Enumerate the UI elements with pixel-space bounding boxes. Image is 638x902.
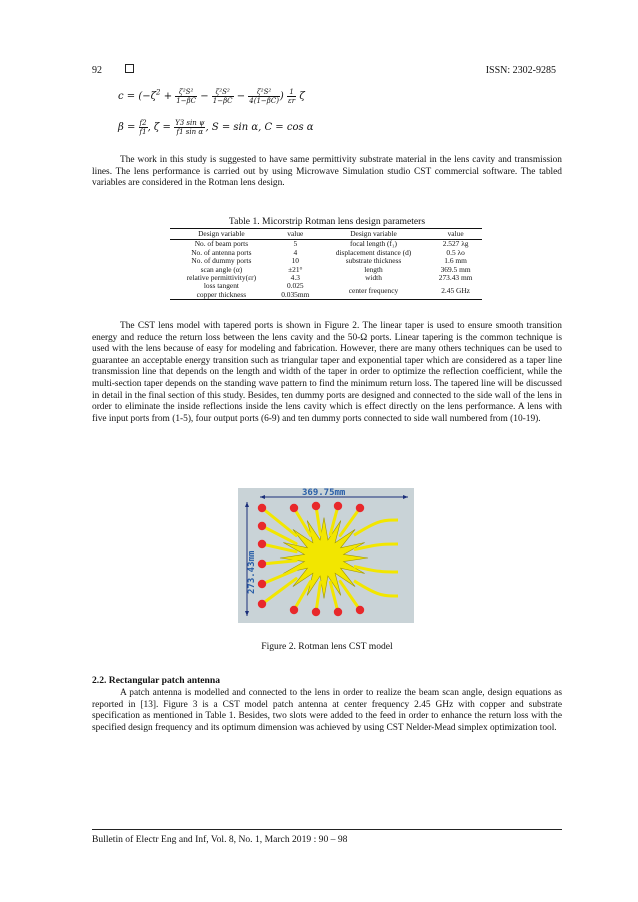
table-cell: substrate thickness xyxy=(345,256,402,266)
port-dot xyxy=(290,504,298,512)
table-cell: 2.45 GHz xyxy=(429,282,482,299)
table-cell: focal length (f₁) xyxy=(350,239,397,249)
table-cell: 273.43 mm xyxy=(438,273,473,283)
paragraph-cst-model: The CST lens model with tapered ports is shown in Figure 2. The linear taper is used to ensure smooth transition energy and reduce the return loss between the lens cavity and the 50-Ω ports. Linear tapering is the common technique is used with the lens because of easy for modeling and fabrication. However, there are many others techniques can be used to guarantee an acceptable energy transition such as triangular taper and exponential taper which are considered as a taper line transmission line that depends on the length and width of the taper in order to optimize the reflection coefficient, while the multi-section taper depends on the standing wave pattern to find the minimum return loss. The tapered line will be discussed in detail in the final section of this study. Besides, ten dummy ports are designed and connected to the side wall of the lens in order to eliminate the inside reflections inside the lens cavity which is effect directly on the lens performance. A lens with five input ports from (1-5), four output ports (6-9) and ten dummy ports connected to side wall numbered from (10-19). xyxy=(92,321,562,424)
parameters-table xyxy=(170,228,482,300)
equation-beta: β = $\frac{f2}{f1}$ , ζ = $\frac{\text{Y3 sin ψ}}{\text{f1 sin α}}$ , S = sin α, C = cos α xyxy=(118,119,314,136)
table-cell: relative permittivity(εr) xyxy=(186,273,257,283)
length-dimension-label: 369.75mm xyxy=(302,488,346,498)
table-cell: length xyxy=(364,264,383,274)
port-dot xyxy=(312,608,320,616)
arrow-head-icon xyxy=(260,495,265,499)
table-cell: 369.5 mm xyxy=(440,264,471,274)
table-cell: 4 xyxy=(293,247,298,257)
port-dot xyxy=(258,580,266,588)
table-cell: width xyxy=(365,273,382,283)
port-dot xyxy=(334,608,342,616)
table-header: value xyxy=(429,229,482,240)
section-title: 2.2. Rectangular patch antenna xyxy=(92,675,221,686)
issn-label: ISSN: 2302-9285 xyxy=(485,65,556,76)
port-dot xyxy=(258,600,266,608)
table-cell: 10 xyxy=(291,256,299,266)
table-cell: center frequency xyxy=(318,282,429,299)
table-caption: Table 1. Micorstrip Rotman lens design parameters xyxy=(228,216,426,227)
table-header: Design variable xyxy=(170,229,273,240)
footer-rule xyxy=(92,829,562,830)
port-dot xyxy=(312,502,320,510)
rotman-lens-figure xyxy=(238,488,414,623)
arrow-head-icon xyxy=(403,495,408,499)
table-cell: loss tangent copper thickness xyxy=(170,282,273,299)
table-header: value xyxy=(273,229,318,240)
table-cell: 0.5 λo xyxy=(446,247,465,257)
table-row xyxy=(170,282,482,299)
port-dot xyxy=(258,540,266,548)
port-dot xyxy=(290,606,298,614)
arrow-head-icon xyxy=(245,611,249,616)
table-cell: displacement distance (d) xyxy=(335,247,412,257)
table-header-row xyxy=(170,229,482,240)
table-cell: No. of dummy ports xyxy=(191,256,252,266)
rotman-lens-diagram xyxy=(238,488,414,623)
header-square-icon xyxy=(125,64,134,73)
lens-body xyxy=(262,506,368,612)
output-port-line xyxy=(354,520,398,535)
table-cell: 2.527 λg xyxy=(442,239,469,249)
page-number: 92 xyxy=(92,65,102,76)
equation-c: $c = (-\zeta^2$ + $\frac{\text{ζ²S²}}{1-\beta C}$ − $\frac{\text{ζ²S²}}{1-\beta C}$ − $\frac{\text{ζ²S²}}{4(1-\beta C)}$ ) $\frac{1}{\varepsilon r}$ ζ xyxy=(118,88,305,105)
port-dot xyxy=(356,606,364,614)
port-dot xyxy=(334,502,342,510)
paragraph-patch-antenna: A patch antenna is modelled and connected to the lens in order to realize the beam scan angle, design equations as reported in [13]. Figure 3 is a CST model patch antenna at center frequency 2.45 GHz with copper and substrate specification as mentioned in Table 1. Besides, two slots were added to the feed in order to enhance the return loss with the specified design frequency and its optimum dimension was achieved by using CST Nelder-Mead simplex optimization tool. xyxy=(92,688,562,733)
port-dot xyxy=(258,522,266,530)
table-cell: 4.3 xyxy=(290,273,300,283)
port-dot xyxy=(258,560,266,568)
width-dimension-label: 273.43mm xyxy=(247,550,257,594)
table-cell: 5 xyxy=(293,239,298,249)
footer-journal: Bulletin of Electr Eng and Inf, Vol. 8, No. 1, March 2019 : 90 – 98 xyxy=(92,834,348,845)
table-cell: ±21° xyxy=(288,264,303,274)
figure-caption: Figure 2. Rotman lens CST model xyxy=(261,641,393,652)
output-port-line xyxy=(354,581,398,596)
table-cell: No. of antenna ports xyxy=(191,247,252,257)
arrow-head-icon xyxy=(245,502,249,507)
table-cell: 1.6 mm xyxy=(444,256,467,266)
port-dot xyxy=(258,504,266,512)
table-cell: 0.025 0.035mm xyxy=(273,282,318,299)
port-dot xyxy=(356,504,364,512)
table-cell: scan angle (α) xyxy=(200,264,243,274)
table-cell: No. of beam ports xyxy=(194,239,249,249)
paragraph-intro: The work in this study is suggested to have same permittivity substrate material in the lens cavity and transmission lines. The lens performance is carried out by using Microwave Simulation studio CST commercial software. The tabled variables are considered in the Rotman lens design. xyxy=(92,155,562,189)
table-header: Design variable xyxy=(318,229,429,240)
